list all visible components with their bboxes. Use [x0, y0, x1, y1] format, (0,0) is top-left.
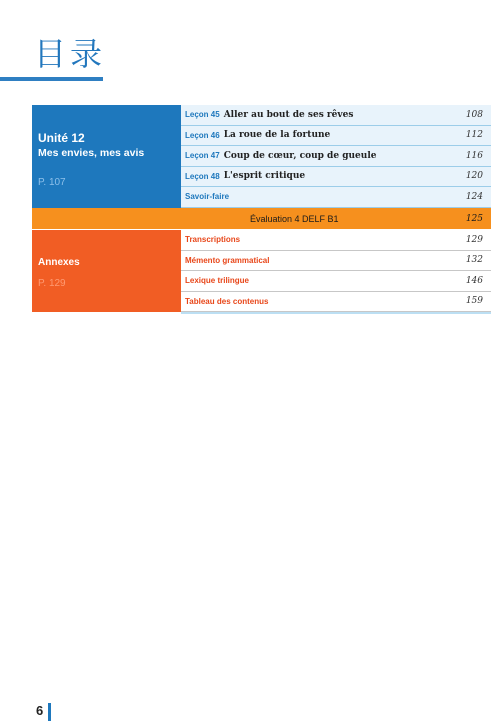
page-title: 目录	[34, 35, 107, 73]
annexes-label-block	[32, 230, 181, 312]
page-number: 120	[465, 171, 483, 182]
page-number: 108	[465, 109, 483, 120]
toc-row-lesson-47[interactable]	[181, 146, 491, 167]
annexes-list	[181, 230, 491, 312]
table-of-contents	[32, 105, 491, 314]
lesson-list	[181, 105, 491, 208]
lesson-title: L'esprit critique	[223, 171, 306, 182]
lesson-title: La roue de la fortune	[223, 130, 331, 141]
unit-name: Mes envies, mes avis	[38, 147, 145, 159]
page-number: 125	[465, 213, 483, 224]
toc-row-lesson-45[interactable]	[181, 105, 491, 126]
toc-row-lesson-48[interactable]	[181, 167, 491, 188]
lesson-title: Aller au bout de ses rêves	[223, 109, 354, 120]
annexes-page-ref: P. 129	[38, 278, 66, 289]
page-number: 146	[465, 275, 483, 286]
annex-item-title: Transcriptions	[185, 235, 241, 245]
unit-page-ref: P. 107	[38, 177, 66, 188]
toc-row-transcriptions[interactable]	[181, 230, 491, 251]
toc-row-lesson-46[interactable]	[181, 126, 491, 147]
annex-item-title: Lexique trilingue	[185, 276, 250, 286]
bottom-divider	[181, 312, 491, 314]
page-folio: 6	[36, 703, 44, 718]
page-number: 159	[465, 296, 483, 307]
evaluation-label: Évaluation 4 DELF B1	[250, 213, 339, 224]
toc-row-savoir-faire[interactable]	[181, 187, 491, 208]
page-number: 132	[465, 255, 483, 266]
annexes-title: Annexes	[38, 257, 80, 268]
annex-item-title: Tableau des contenus	[185, 296, 269, 306]
title-underline	[0, 77, 103, 81]
lesson-number: Leçon 46	[185, 130, 220, 140]
unit-label-block	[32, 105, 181, 208]
savoir-faire-title: Savoir-faire	[185, 192, 230, 202]
page-number: 124	[465, 191, 483, 202]
unit-section	[32, 105, 491, 208]
annex-item-title: Mémento grammatical	[185, 255, 270, 265]
lesson-title: Coup de cœur, coup de gueule	[223, 150, 377, 161]
toc-row-memento[interactable]	[181, 251, 491, 272]
page-number: 112	[465, 130, 483, 141]
annexes-section	[32, 230, 491, 312]
page-number: 116	[465, 150, 483, 161]
lesson-number: Leçon 48	[185, 171, 220, 181]
evaluation-row[interactable]	[32, 208, 491, 230]
unit-number: Unité 12	[38, 131, 85, 145]
toc-row-lexique[interactable]	[181, 271, 491, 292]
lesson-number: Leçon 47	[185, 151, 220, 161]
toc-row-tableau[interactable]	[181, 292, 491, 313]
page-number: 129	[465, 234, 483, 245]
lesson-number: Leçon 45	[185, 110, 220, 120]
folio-bar	[48, 703, 51, 721]
